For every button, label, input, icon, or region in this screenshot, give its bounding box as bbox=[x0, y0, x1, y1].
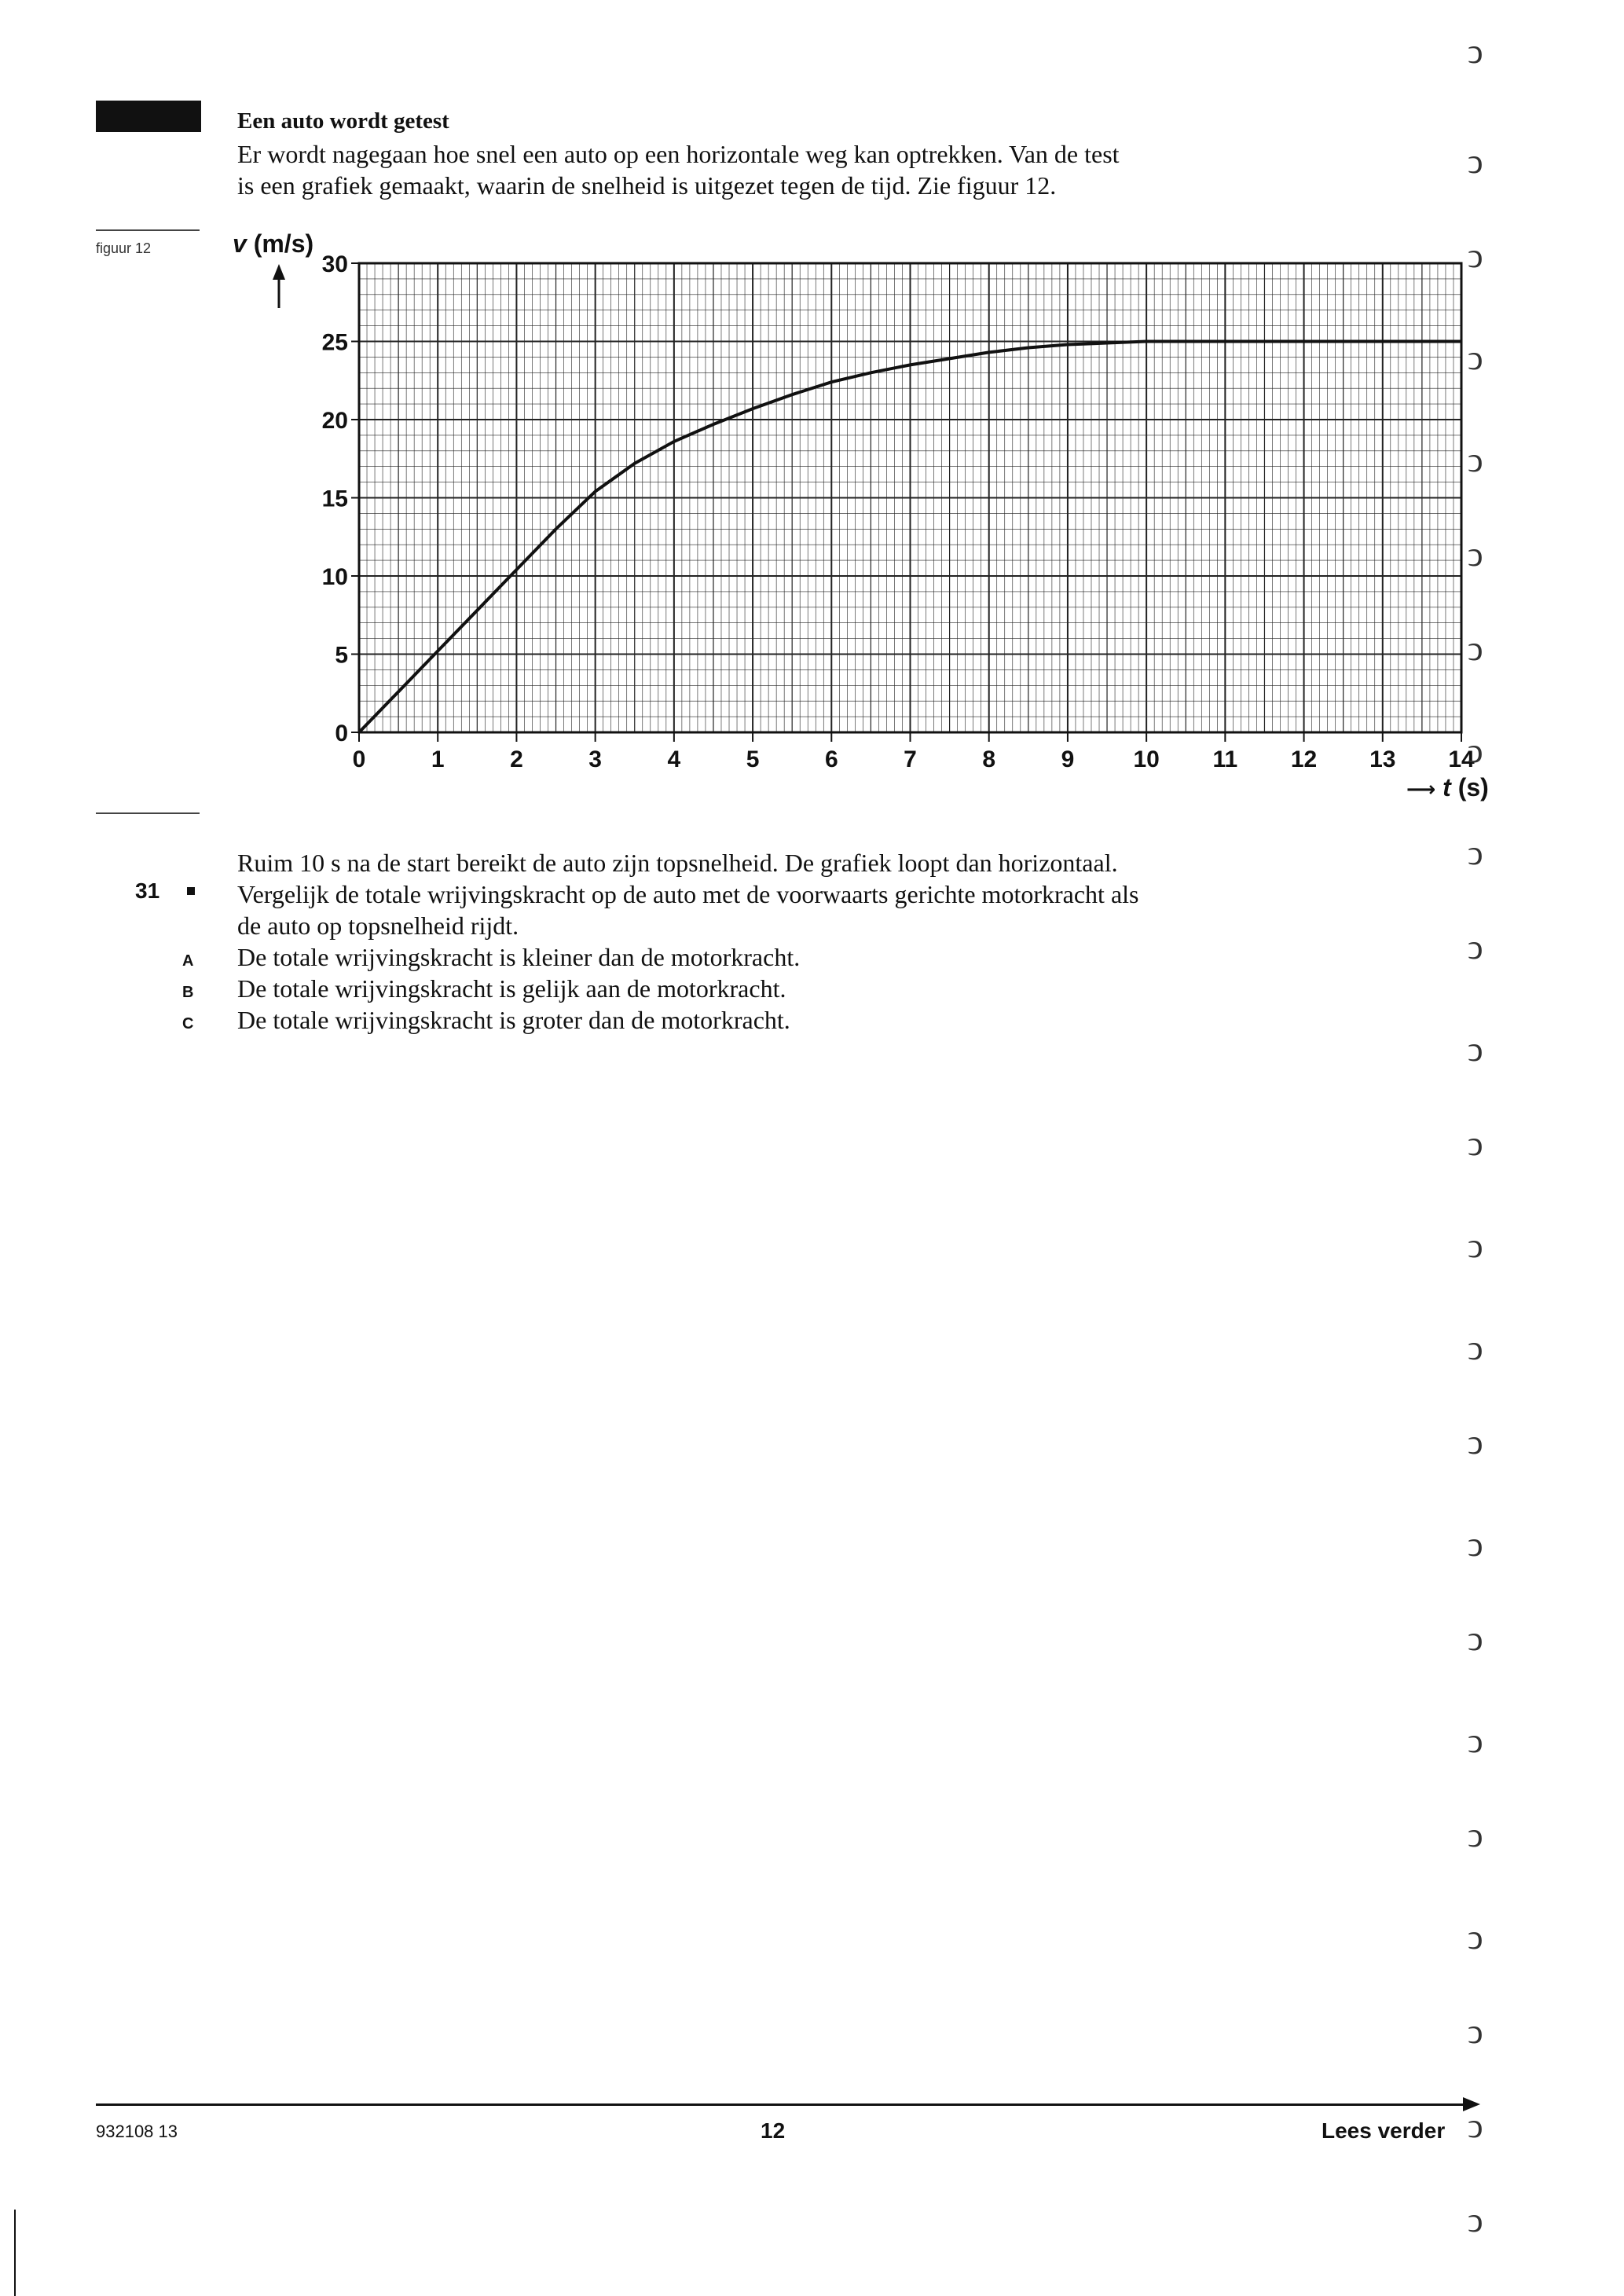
intro-line: Er wordt nagegaan hoe snel een auto op een horizontale weg kan optrekken. Van de test bbox=[237, 140, 1120, 168]
option-c-text: De totale wrijvingskracht is groter dan de motorkracht. bbox=[237, 1006, 790, 1034]
x-tick-label: 12 bbox=[1290, 746, 1318, 772]
question-context: Ruim 10 s na de start bereikt de auto zijn topsnelheid. De grafiek loopt dan horizontaal. bbox=[237, 849, 1118, 877]
binder-mark-icon: ↄ bbox=[1468, 2201, 1483, 2239]
option-b-text: De totale wrijvingskracht is gelijk aan de motorkracht. bbox=[237, 974, 786, 1003]
binder-mark-icon: ↄ bbox=[1468, 1918, 1483, 1957]
y-tick-label: 20 bbox=[321, 408, 348, 434]
y-tick-label: 5 bbox=[335, 642, 348, 669]
x-axis-label: ⟶ t (s) bbox=[1406, 773, 1489, 801]
x-tick-label: 9 bbox=[1061, 746, 1075, 772]
y-tick-label: 0 bbox=[335, 721, 348, 746]
binder-mark-icon: ↄ bbox=[1468, 1227, 1483, 1265]
x-tick-label: 5 bbox=[746, 746, 760, 772]
question-marker bbox=[187, 887, 195, 895]
binder-mark-icon: ↄ bbox=[1468, 237, 1483, 275]
x-tick-label: 14 bbox=[1448, 746, 1475, 772]
question-prompt bbox=[237, 878, 1377, 941]
x-tick-label: 10 bbox=[1133, 746, 1160, 772]
binder-mark-icon: ↄ bbox=[1468, 928, 1483, 966]
y-axis-label: v (m/s) bbox=[233, 229, 314, 258]
binder-mark-icon: ↄ bbox=[1468, 834, 1483, 872]
y-tick-labels bbox=[322, 251, 359, 746]
y-tick-label: 25 bbox=[321, 329, 348, 356]
option-a-text: De totale wrijvingskracht is kleiner dan de motorkracht. bbox=[237, 943, 801, 971]
intro-line: is een grafiek gemaakt, waarin de snelheid is uitgezet tegen de tijd. Zie figuur 12. bbox=[237, 171, 1057, 200]
binder-mark-icon: ↄ bbox=[1468, 142, 1483, 181]
x-tick-label: 3 bbox=[588, 746, 602, 772]
y-axis-arrow bbox=[273, 264, 285, 308]
x-tick-label: 6 bbox=[824, 746, 838, 772]
binder-mark-icon: ↄ bbox=[1468, 1124, 1483, 1163]
binder-mark-icon: ↄ bbox=[1468, 535, 1483, 574]
binder-mark-icon: ↄ bbox=[1468, 629, 1483, 668]
binder-mark-icon: ↄ bbox=[1468, 1722, 1483, 1760]
footer-arrow-icon bbox=[1463, 2096, 1482, 2113]
velocity-time-chart bbox=[0, 0, 1624, 833]
x-tick-labels bbox=[353, 732, 1475, 772]
binder-mark-icon: ↄ bbox=[1468, 1329, 1483, 1367]
x-tick-label: 0 bbox=[352, 746, 366, 772]
footer-rule bbox=[96, 2103, 1467, 2106]
binder-mark-icon: ↄ bbox=[1468, 1030, 1483, 1069]
binder-mark-icon: ↄ bbox=[1468, 1619, 1483, 1658]
binder-mark-icon: ↄ bbox=[1468, 1423, 1483, 1462]
binder-mark-icon: ↄ bbox=[1468, 339, 1483, 377]
x-tick-label: 11 bbox=[1212, 746, 1238, 772]
option-c-letter: C bbox=[182, 1015, 194, 1032]
prompt-line: de auto op topsnelheid rijdt. bbox=[237, 911, 519, 940]
scan-edge-line bbox=[14, 2210, 16, 2296]
footer-code: 932108 13 bbox=[96, 2122, 178, 2141]
binder-mark-icon: ↄ bbox=[1468, 732, 1483, 770]
binder-mark-icon: ↄ bbox=[1468, 2107, 1483, 2145]
binder-mark-icon: ↄ bbox=[1468, 32, 1483, 71]
x-tick-label: 2 bbox=[510, 746, 523, 772]
x-tick-label: 7 bbox=[904, 746, 917, 772]
y-axis-unit: (m/s) bbox=[253, 229, 314, 258]
binder-mark-icon: ↄ bbox=[1468, 2012, 1483, 2051]
x-tick-label: 1 bbox=[431, 746, 445, 772]
y-tick-label: 10 bbox=[321, 564, 348, 590]
y-tick-label: 15 bbox=[321, 486, 348, 512]
x-tick-label: 8 bbox=[982, 746, 996, 772]
y-tick-label: 30 bbox=[321, 251, 348, 277]
x-tick-label: 4 bbox=[667, 746, 681, 772]
binder-mark-icon: ↄ bbox=[1468, 1525, 1483, 1564]
binder-mark-icon: ↄ bbox=[1468, 441, 1483, 479]
section-heading: Een auto wordt getest bbox=[237, 108, 449, 134]
page-number: 12 bbox=[761, 2118, 786, 2143]
binder-mark-icon: ↄ bbox=[1468, 1816, 1483, 1854]
option-b-letter: B bbox=[182, 984, 194, 1001]
option-a-letter: A bbox=[182, 952, 194, 970]
x-tick-label: 13 bbox=[1369, 746, 1396, 772]
figure-label: figuur 12 bbox=[96, 240, 152, 256]
prompt-line: Vergelijk de totale wrijvingskracht op de auto met de voorwaarts gerichte motorkracht als bbox=[237, 880, 1139, 908]
continue-label: Lees verder bbox=[1322, 2118, 1446, 2143]
question-number: 31 bbox=[135, 878, 160, 903]
